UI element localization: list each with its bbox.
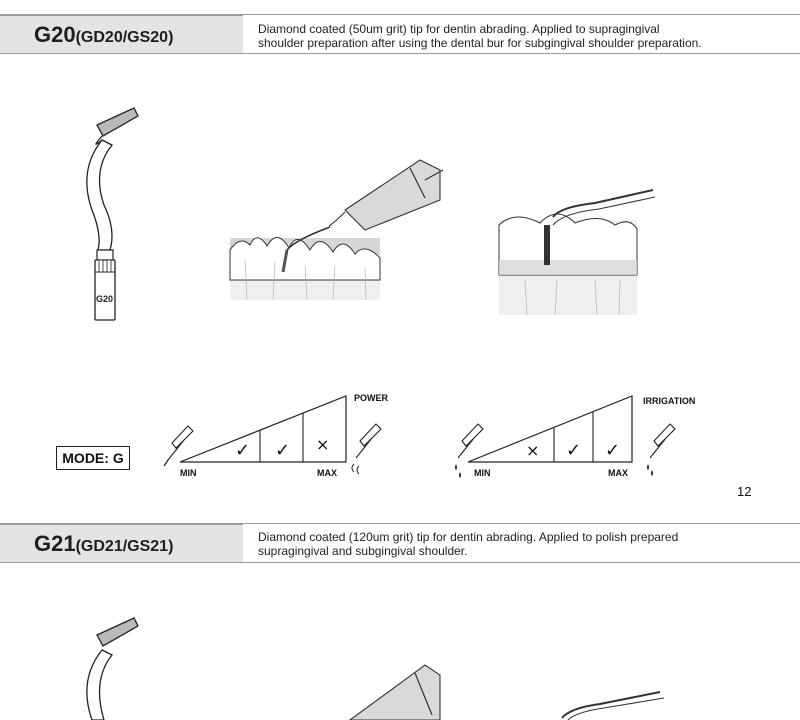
model-title-g21 (34, 531, 173, 557)
description-line: shoulder preparation after using the dental bur for subgingival shoulder preparation. (258, 36, 702, 50)
power-scale (160, 388, 395, 488)
model-alternates: (GD21/GS21) (75, 538, 174, 555)
header-bottom-rule (0, 562, 800, 563)
description-line: Diamond coated (50um grit) tip for dentin abrading. Applied to supragingival (258, 22, 660, 36)
model-name: G21 (34, 531, 76, 556)
description-g20 (258, 22, 788, 50)
power-mark-1: ✓ (235, 440, 251, 461)
handpiece-illustration-g21 (340, 655, 450, 720)
tip-illustration-g21 (70, 610, 150, 720)
power-min-label: MIN (180, 468, 197, 478)
tool-icon (650, 424, 675, 458)
tool-icon (356, 424, 381, 458)
detail-illustration-g21 (560, 690, 670, 720)
irrigation-max-label: MAX (608, 468, 628, 478)
power-scale-title: POWER (354, 393, 389, 403)
tool-icon (168, 426, 193, 460)
description-g21 (258, 530, 788, 558)
description-line: supragingival and subgingival shoulder. (258, 544, 468, 558)
model-title-g20 (34, 22, 173, 48)
irrigation-mark-3: ✓ (605, 440, 621, 461)
handpiece-teeth-illustration (225, 150, 450, 305)
tip-illustration-g20 (70, 100, 150, 325)
irrigation-scale (448, 388, 708, 488)
gingival-detail-illustration (495, 185, 660, 320)
power-max-label: MAX (317, 468, 337, 478)
header-bottom-rule (0, 53, 800, 54)
page-number: 12 (737, 484, 752, 499)
irrigation-scale-title: IRRIGATION (643, 396, 696, 406)
irrigation-mark-1: × (526, 441, 540, 460)
description-line: Diamond coated (120um grit) tip for dentin abrading. Applied to polish prepared (258, 530, 679, 544)
tool-icon (458, 424, 483, 458)
power-mark-2: ✓ (275, 440, 291, 461)
irrigation-mark-2: ✓ (566, 440, 582, 461)
header-rule (243, 523, 800, 524)
power-mark-3: × (316, 435, 330, 454)
tip-label: G20 (96, 294, 114, 304)
model-name: G20 (34, 22, 76, 47)
model-alternates: (GD20/GS20) (75, 29, 174, 46)
mode-label: MODE: G (56, 446, 130, 470)
irrigation-min-label: MIN (474, 468, 491, 478)
header-rule (243, 14, 800, 15)
